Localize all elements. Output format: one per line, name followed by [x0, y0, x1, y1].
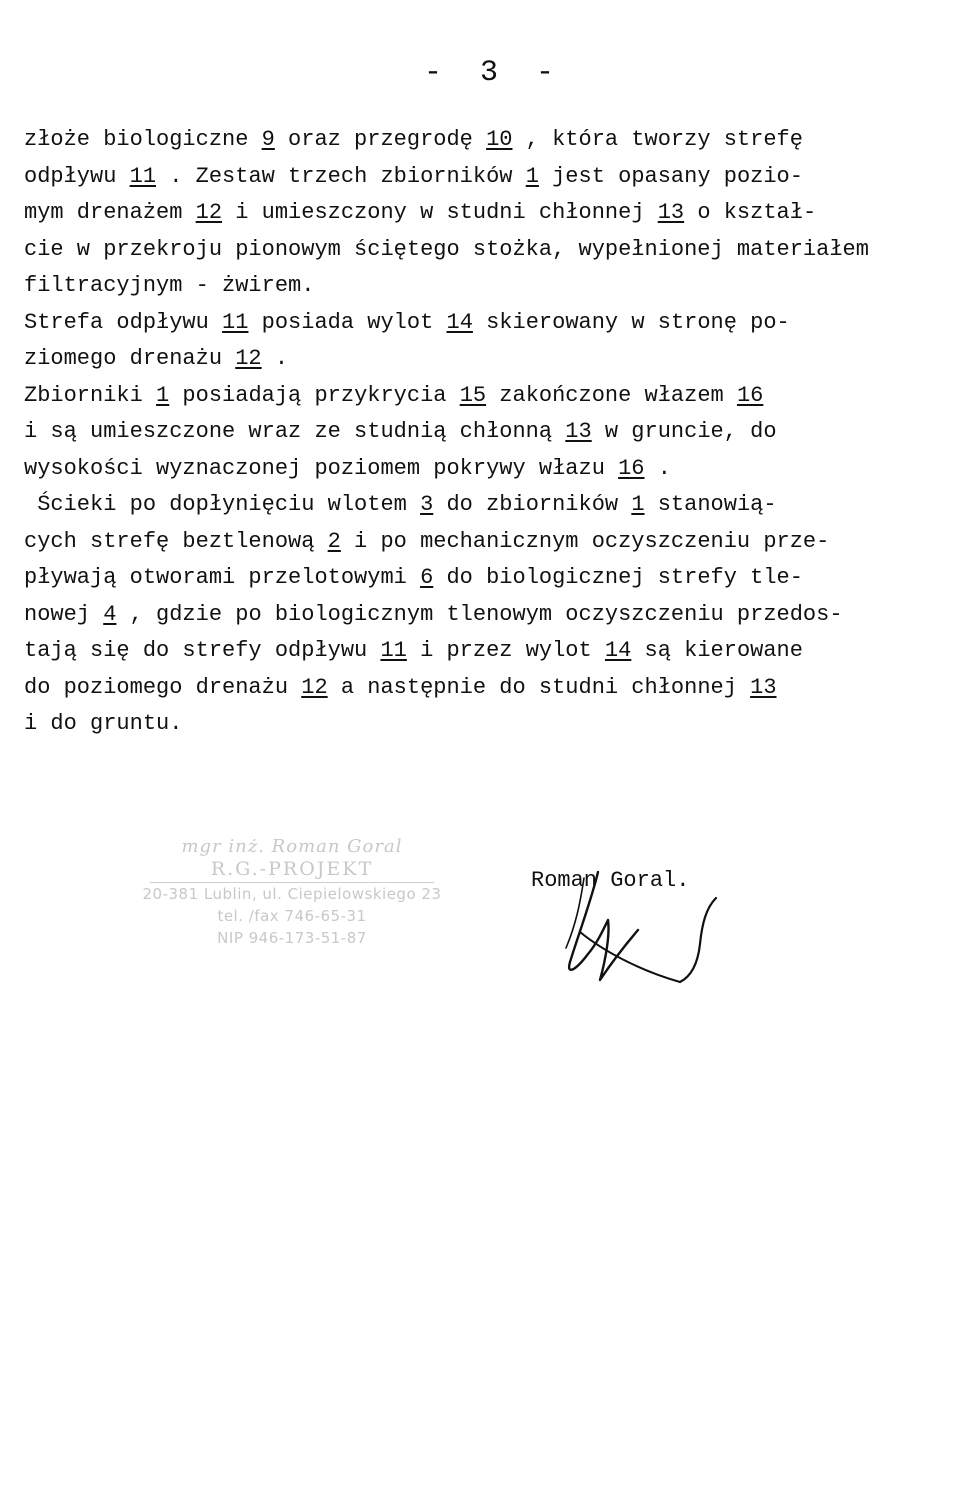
- handwritten-signature: [540, 858, 740, 1008]
- text-line: [24, 597, 954, 634]
- text-segment: oraz przegrodę: [274, 127, 487, 152]
- text-segment: i przez wylot: [406, 638, 605, 663]
- reference-number: 1: [631, 492, 645, 517]
- text-segment: odpływu: [24, 163, 130, 189]
- text-segment: wysokości wyznaczonej poziomem pokrywy włazu: [24, 455, 619, 481]
- text-line: [24, 232, 954, 269]
- text-segment: i umieszczony w studni chłonnej: [222, 200, 658, 225]
- reference-number: 10: [486, 127, 513, 152]
- text-segment: cie w przekroju pionowym ściętego stożka, wypełnionej materiałem: [24, 236, 869, 262]
- text-segment: , która tworzy strefę: [512, 127, 803, 152]
- text-line: [24, 451, 954, 488]
- text-segment: .: [644, 455, 671, 481]
- reference-number: 13: [657, 200, 685, 225]
- text-segment: do zbiorników: [433, 492, 632, 517]
- text-line: [24, 414, 954, 451]
- reference-number: 1: [525, 163, 539, 189]
- text-segment: jest opasany pozio-: [538, 163, 803, 189]
- text-line: [24, 159, 954, 196]
- reference-number: 9: [261, 127, 275, 152]
- body-text: [24, 122, 954, 743]
- text-line: [24, 378, 954, 415]
- text-segment: stanowią-: [644, 492, 777, 517]
- text-segment: pływają otworami przelotowymi: [24, 565, 421, 590]
- text-segment: posiada wylot: [248, 309, 447, 335]
- text-line: [24, 706, 954, 743]
- text-segment: cych strefę beztlenową: [24, 528, 328, 554]
- text-segment: mym drenażem: [24, 200, 196, 225]
- text-line: [24, 670, 954, 707]
- reference-number: 2: [327, 528, 341, 554]
- text-segment: złoże biologiczne: [24, 127, 262, 152]
- stamp-company-line: R.G.-PROJEKT: [150, 858, 434, 883]
- text-segment: i po mechanicznym oczyszczeniu prze-: [340, 528, 830, 554]
- text-segment: zakończone włazem: [486, 382, 737, 408]
- text-segment: skierowany w stronę po-: [472, 309, 790, 335]
- signature-name: Roman Goral.: [531, 868, 690, 893]
- text-segment: i są umieszczone wraz ze studnią chłonną: [24, 419, 566, 444]
- reference-number: 13: [750, 674, 777, 700]
- text-segment: w gruncie, do: [591, 419, 777, 444]
- text-line: [24, 524, 954, 561]
- reference-number: 14: [604, 638, 632, 663]
- text-line: [24, 487, 954, 524]
- reference-number: 3: [420, 492, 434, 517]
- text-segment: posiadają przykrycia: [169, 382, 460, 408]
- text-segment: nowej: [24, 601, 104, 627]
- text-segment: o kształ-: [684, 200, 817, 225]
- reference-number: 12: [301, 674, 328, 700]
- stamp-nip-line: NIP 946-173-51-87: [217, 929, 367, 947]
- reference-number: 12: [235, 346, 262, 371]
- reference-number: 12: [195, 200, 223, 225]
- page-number: - 3 -: [423, 56, 564, 90]
- text-segment: . Zestaw trzech zbiorników: [156, 163, 526, 189]
- stamp-phone-line: tel. /fax 746-65-31: [217, 907, 367, 925]
- reference-number: 15: [459, 382, 487, 408]
- text-line: [24, 560, 954, 597]
- text-line: [24, 633, 954, 670]
- text-line: [24, 305, 954, 342]
- text-segment: a następnie do studni chłonnej: [327, 674, 751, 700]
- text-line: [24, 341, 954, 378]
- company-stamp: [132, 836, 452, 949]
- reference-number: 16: [736, 382, 764, 408]
- reference-number: 16: [618, 455, 645, 481]
- text-segment: do biologicznej strefy tle-: [433, 565, 803, 590]
- text-segment: są kierowane: [631, 638, 803, 663]
- reference-number: 4: [103, 601, 117, 627]
- text-segment: filtracyjnym - żwirem.: [24, 273, 315, 298]
- text-segment: .: [261, 346, 289, 371]
- reference-number: 11: [380, 638, 407, 663]
- text-segment: i do gruntu.: [24, 711, 183, 736]
- text-segment: , gdzie po biologicznym tlenowym oczyszczeniu przedos-: [116, 601, 843, 627]
- text-segment: Strefa odpływu: [24, 309, 223, 335]
- text-segment: Ścieki po dopłynięciu wlotem: [24, 492, 421, 517]
- reference-number: 14: [446, 309, 473, 335]
- reference-number: 6: [420, 565, 434, 590]
- text-line: [24, 268, 954, 305]
- text-line: [24, 195, 954, 232]
- text-segment: ziomego drenażu: [24, 346, 236, 371]
- stamp-name-line: mgr inż. Roman Goral: [181, 836, 403, 857]
- text-segment: tają się do strefy odpływu: [24, 638, 381, 663]
- reference-number: 1: [156, 382, 170, 408]
- text-line: [24, 122, 954, 159]
- text-segment: do poziomego drenażu: [24, 674, 302, 700]
- text-segment: Zbiorniki: [24, 382, 157, 408]
- reference-number: 11: [222, 309, 249, 335]
- stamp-address-line: 20-381 Lublin, ul. Ciepielowskiego 23: [142, 885, 442, 903]
- reference-number: 11: [129, 163, 157, 189]
- reference-number: 13: [565, 419, 592, 444]
